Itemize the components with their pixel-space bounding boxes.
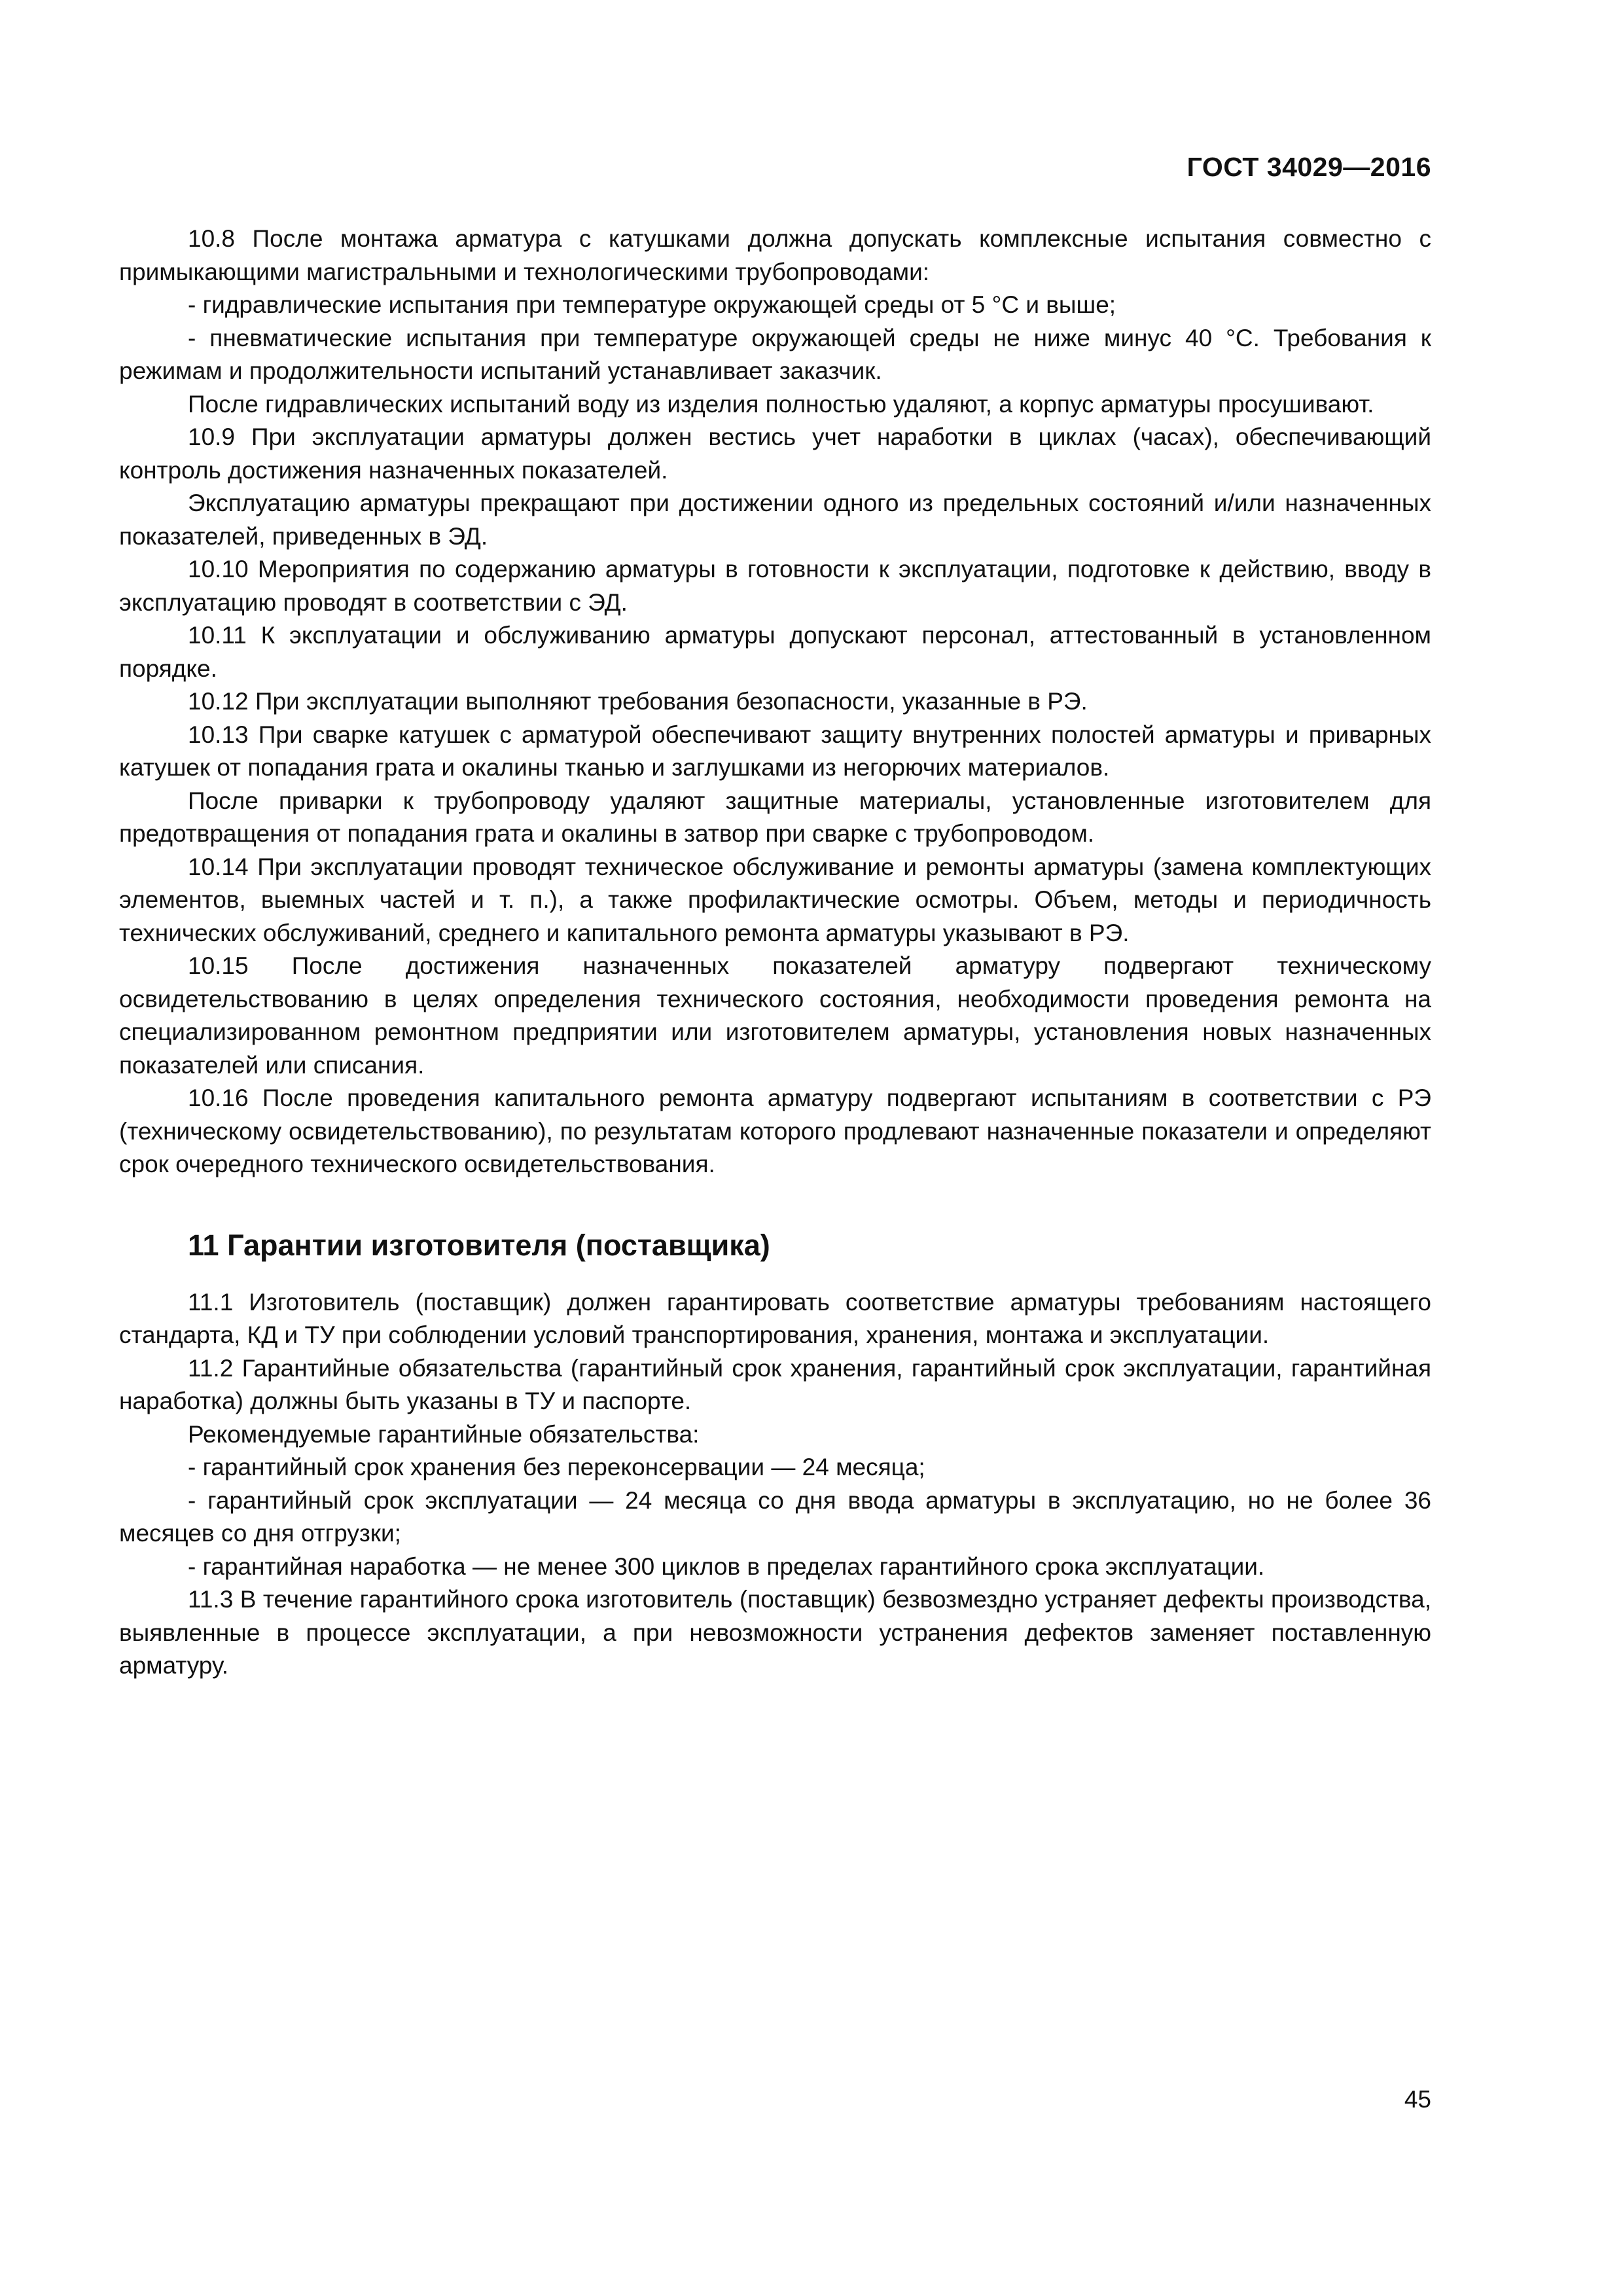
paragraph-11-1: 11.1 Изготовитель (поставщик) должен гарантировать соответствие арматуры требованиям настоящего стандарта, КД и ТУ при соблюдении условий транспортирования, хранения, монтажа и эксплуатации. xyxy=(119,1288,1431,1348)
section-title-11: 11 Гарантии изготовителя (поставщика) xyxy=(188,1228,770,1262)
list-item-storage-period: - гарантийный срок хранения без переконсервации — 24 месяца; xyxy=(188,1454,925,1480)
paragraph-11-2: 11.2 Гарантийные обязательства (гарантийный срок хранения, гарантийный срок эксплуатации, гарантийная наработка) должны быть указаны в ТУ и паспорте. xyxy=(119,1354,1431,1414)
list-item-hydraulic: - гидравлические испытания при температуре окружающей среды от 5 °С и выше; xyxy=(188,291,1116,318)
paragraph-11-3: 11.3 В течение гарантийного срока изготовитель (поставщик) безвозмездно устраняет дефекты производства, выявленные в процессе эксплуатации, а при невозможности устранения дефектов заменяет поставленную арматуру. xyxy=(119,1586,1431,1679)
paragraph-10-15: 10.15 После достижения назначенных показателей арматуру подвергают техническому освидетельствованию в целях определения технического состояния, необходимости проведения ремонта на специализированном ремонтном предприятии или изготовителем арматуры, установления новых назначенных показателей или списания. xyxy=(119,952,1431,1079)
paragraph-10-13: 10.13 При сварке катушек с арматурой обеспечивают защиту внутренних полостей арматуры и приварных катушек от попадания грата и окалины тканью и заглушками из негорючих материалов. xyxy=(119,721,1431,781)
page-content xyxy=(119,223,1431,1683)
paragraph-10-12: 10.12 При эксплуатации выполняют требования безопасности, указанные в РЭ. xyxy=(188,688,1088,715)
paragraph-drying: После гидравлических испытаний воду из изделия полностью удаляют, а корпус арматуры просушивают. xyxy=(188,390,1374,418)
list-item-guaranteed-cycles: - гарантийная наработка — не менее 300 циклов в пределах гарантийного срока эксплуатации. xyxy=(188,1552,1265,1580)
paragraph-welding-protection: После приварки к трубопроводу удаляют защитные материалы, установленные изготовителем для предотвращения от попадания грата и окалины в затвор при сварке с трубопроводом. xyxy=(119,787,1431,847)
document-id-header: ГОСТ 34029—2016 xyxy=(1186,152,1431,182)
paragraph-operation-stop: Эксплуатацию арматуры прекращают при достижении одного из предельных состояний и/или назначенных показателей, приведенных в ЭД. xyxy=(119,490,1431,550)
paragraph-10-8: 10.8 После монтажа арматура с катушками должна допускать комплексные испытания совместно с примыкающими магистральными и технологическими трубопроводами: xyxy=(119,225,1431,285)
paragraph-10-10: 10.10 Мероприятия по содержанию арматуры в готовности к эксплуатации, подготовке к действию, вводу в эксплуатацию проводят в соответствии с ЭД. xyxy=(119,556,1431,616)
paragraph-10-9: 10.9 При эксплуатации арматуры должен вестись учет наработки в циклах (часах), обеспечивающий контроль достижения назначенных показателей. xyxy=(119,423,1431,484)
list-item-operation-period: - гарантийный срок эксплуатации — 24 месяца со дня ввода арматуры в эксплуатацию, но не более 36 месяцев со дня отгрузки; xyxy=(119,1486,1431,1547)
paragraph-recommended: Рекомендуемые гарантийные обязательства: xyxy=(188,1420,700,1448)
paragraph-10-14: 10.14 При эксплуатации проводят техническое обслуживание и ремонты арматуры (замена комплектующих элементов, выемных частей и т. п.), а также профилактические осмотры. Объем, методы и периодичность технических обслуживаний, среднего и капитального ремонта арматуры указывают в РЭ. xyxy=(119,853,1431,946)
list-item-pneumatic: - пневматические испытания при температуре окружающей среды не ниже минус 40 °С. Требования к режимам и продолжительности испытаний устанавливает заказчик. xyxy=(119,324,1431,384)
paragraph-10-16: 10.16 После проведения капитального ремонта арматуру подвергают испытаниям в соответствии с РЭ (техническому освидетельствованию), по результатам которого продлевают назначенные показатели и определяют срок очередного технического освидетельствования. xyxy=(119,1085,1431,1177)
paragraph-10-11: 10.11 К эксплуатации и обслуживанию арматуры допускают персонал, аттестованный в установленном порядке. xyxy=(119,622,1431,682)
page-number: 45 xyxy=(1404,2086,1431,2113)
